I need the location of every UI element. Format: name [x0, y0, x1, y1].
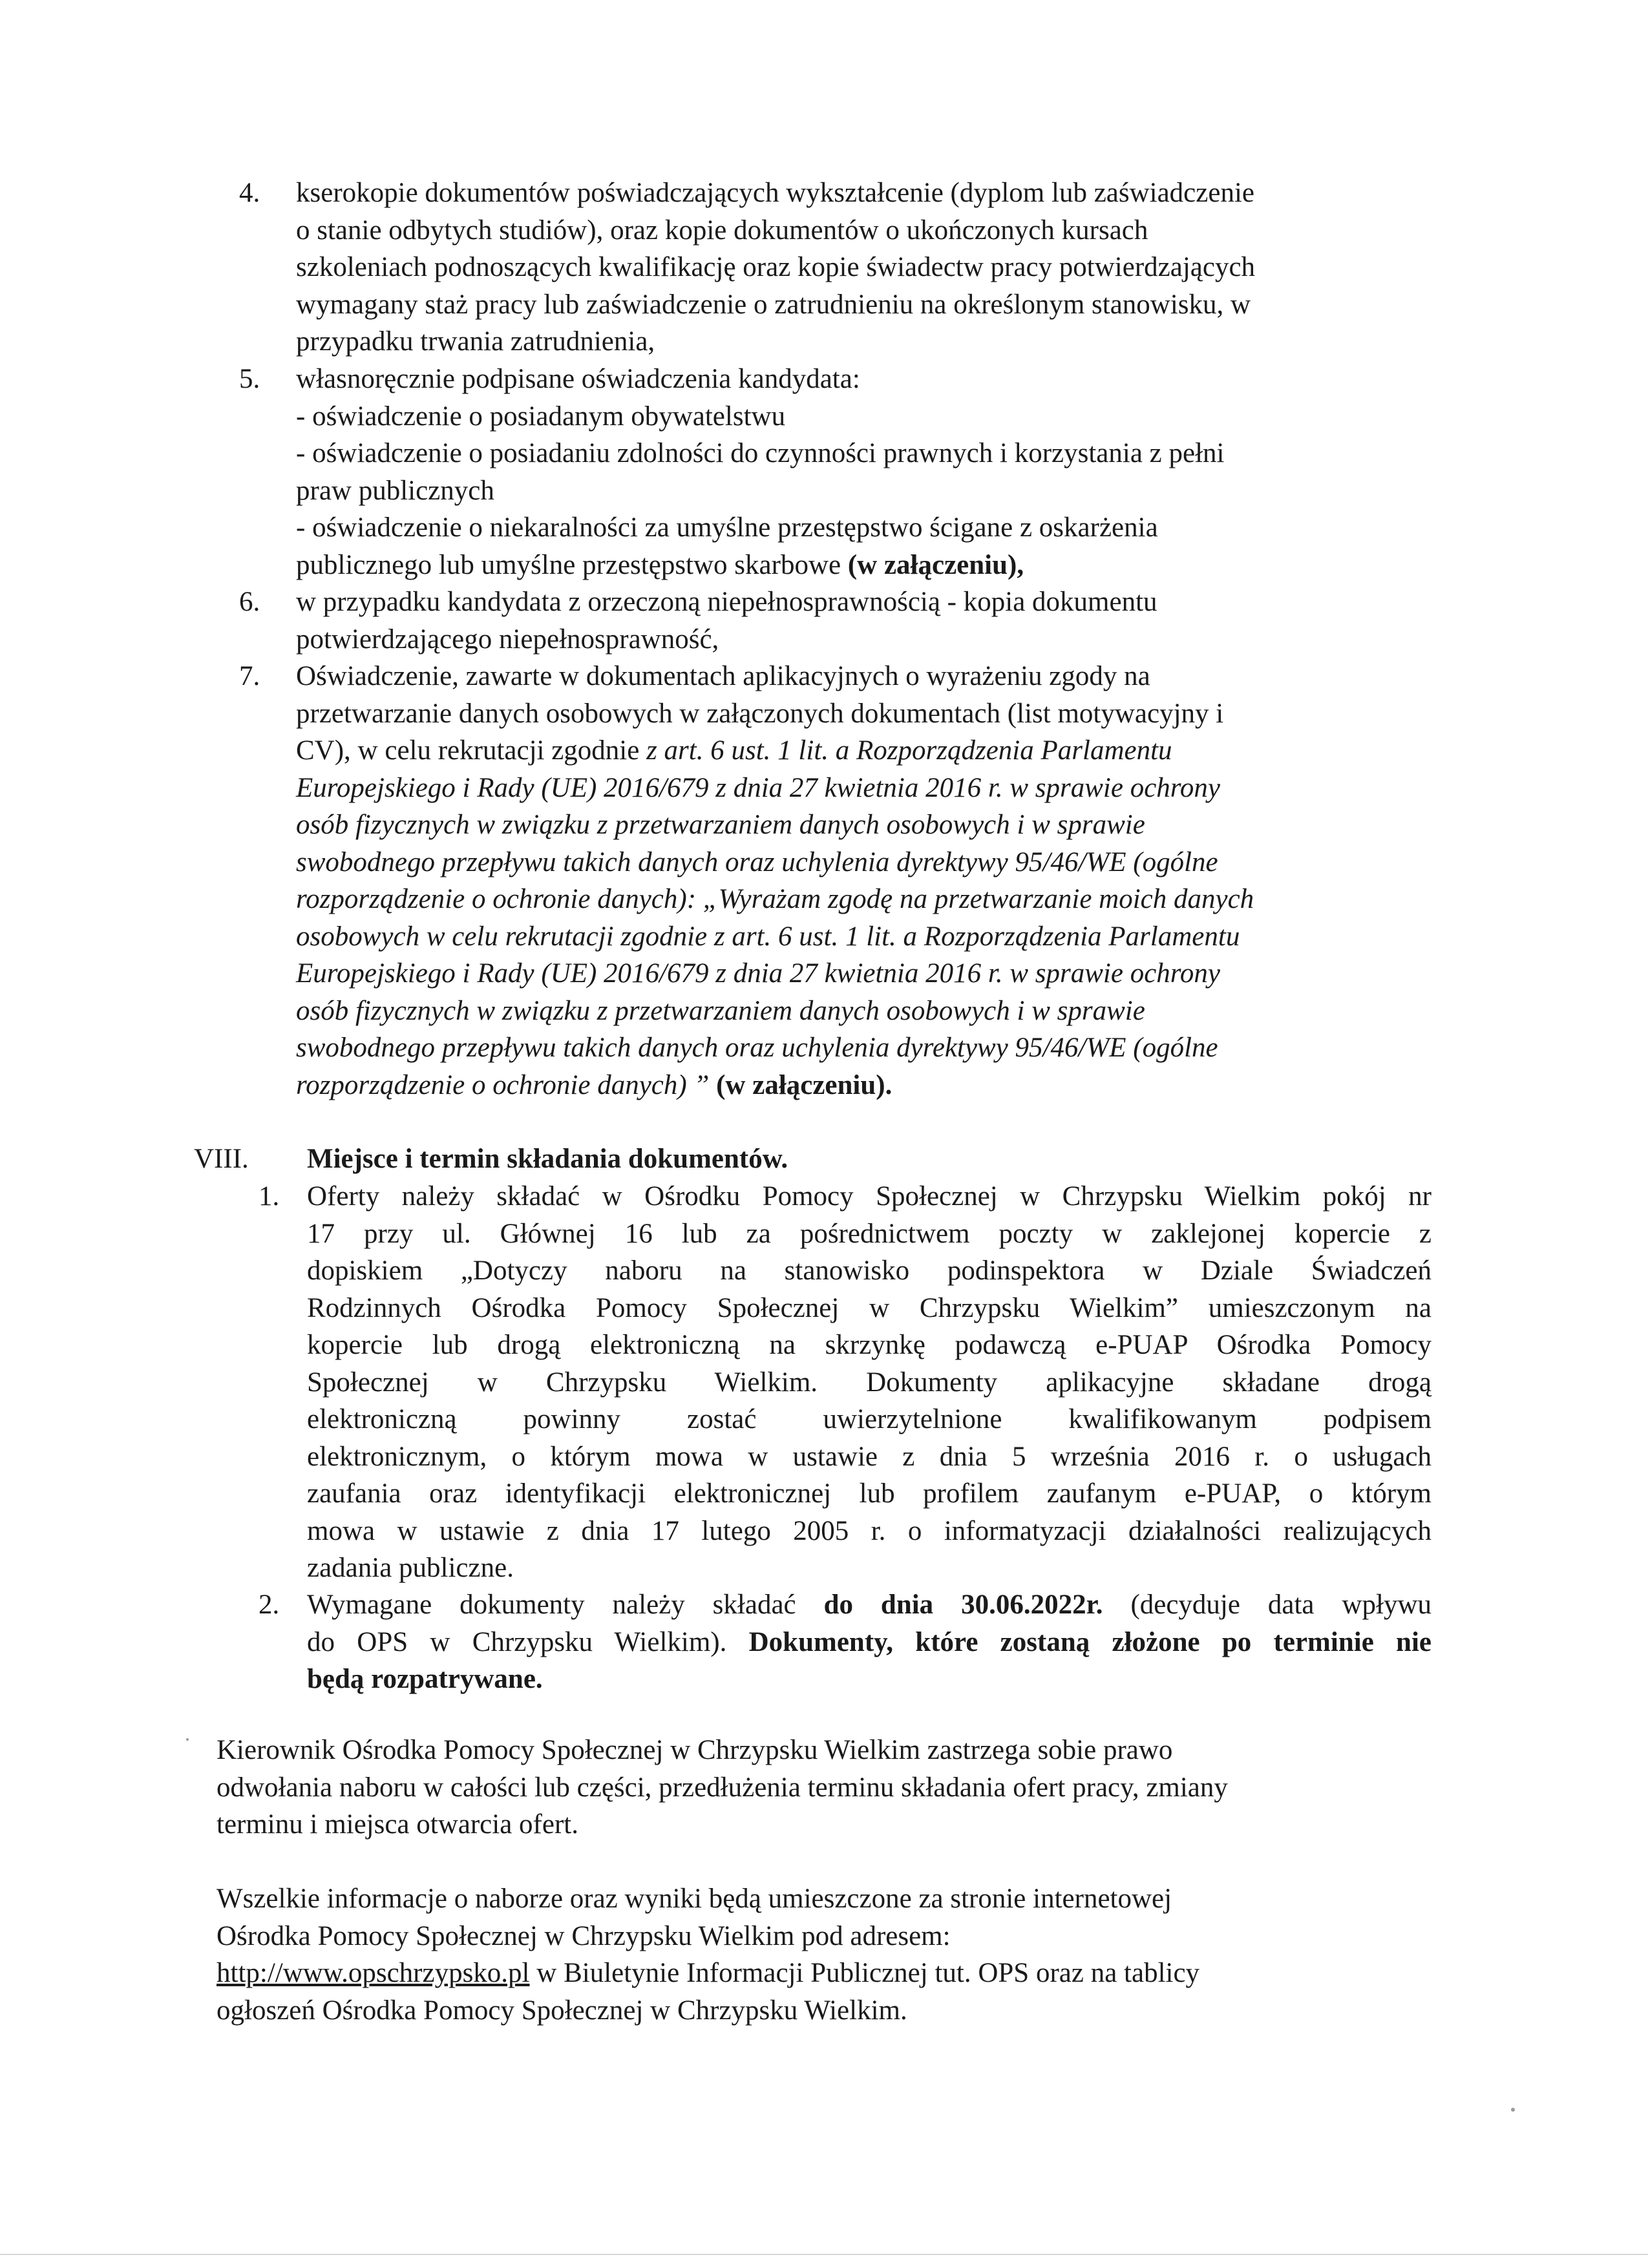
text-line: [296, 1067, 1427, 1104]
text-line: potwierdzającego niepełnosprawność,: [296, 624, 719, 655]
text-line: Ośrodka Pomocy Społecznej w Chrzypsku Wielkim pod adresem:: [217, 1920, 951, 1951]
list-number-7: 7.: [239, 661, 260, 691]
scan-edge-line: [0, 2254, 1648, 2255]
text-span: Wymagane dokumenty należy składać: [307, 1590, 824, 1620]
text-line: wymagany staż pracy lub zaświadczenie o zatrudnieniu na określonym stanowisku, w: [296, 289, 1251, 320]
text-line: szkoleniach podnoszących kwalifikację oraz kopie świadectw pracy potwierdzających: [296, 252, 1256, 282]
legal-citation-line: osób fizycznych w związku z przetwarzaniem danych osobowych i w sprawie: [296, 995, 1145, 1026]
text-span: publicznego lub umyślne przestępstwo skarbowe: [296, 549, 848, 580]
list-item-4: [296, 174, 1427, 361]
text-line: kopercie lub drogą elektroniczną na skrzynkę podawczą e-PUAP Ośrodka Pomocy: [307, 1330, 1431, 1360]
text-line: odwołania naboru w całości lub części, przedłużenia terminu składania ofert pracy, zmiany: [217, 1772, 1228, 1803]
legal-citation-line: swobodnego przepływu takich danych oraz uchylenia dyrektywy 95/46/WE (ogólne: [296, 1033, 1218, 1063]
text-line: Rodzinnych Ośrodka Pomocy Społecznej w Chrzypsku Wielkim” umieszczonym na: [307, 1292, 1431, 1323]
scan-speck: [186, 1738, 189, 1741]
text-line: praw publicznych: [296, 475, 494, 506]
text-line: Społecznej w Chrzypsku Wielkim. Dokumenty aplikacyjne składane drogą: [307, 1367, 1431, 1398]
closing-paragraph-1: [217, 1732, 1444, 1843]
text-line: Kierownik Ośrodka Pomocy Społecznej w Chrzypsku Wielkim zastrzega sobie prawo: [217, 1735, 1173, 1765]
text-line: o stanie odbytych studiów), oraz kopie dokumentów o ukończonych kursach: [296, 215, 1148, 246]
legal-citation: z art. 6 ust. 1 lit. a Rozporządzenia Parlamentu: [646, 735, 1172, 766]
list-item-7: [296, 658, 1427, 1104]
text-line: ogłoszeń Ośrodka Pomocy Społecznej w Chrzypsku Wielkim.: [217, 1995, 907, 2026]
legal-citation-line: swobodnego przepływu takich danych oraz uchylenia dyrektywy 95/46/WE (ogólne: [296, 846, 1218, 877]
deadline-date: do dnia 30.06.2022r.: [823, 1590, 1103, 1620]
attachment-note: (w załączeniu),: [847, 549, 1024, 580]
text-line: dopiskiem „Dotyczy naboru na stanowisko podinspektora w Dziale Świadczeń: [307, 1255, 1431, 1286]
text-line: [217, 1955, 1444, 1992]
text-line: mowa w ustawie z dnia 17 lutego 2005 r. o informatyzacji działalności realizujących: [307, 1515, 1431, 1546]
section-point-1: [307, 1178, 1431, 1587]
late-submission-warning: Dokumenty, które zostaną złożone po terminie nie: [748, 1626, 1431, 1657]
section-point-2: [307, 1586, 1431, 1698]
section-numeral: VIII.: [194, 1144, 249, 1174]
list-item-6: [296, 583, 1427, 658]
text-span: CV), w celu rekrutacji zgodnie: [296, 735, 647, 766]
legal-citation-line: osobowych w celu rekrutacji zgodnie z art. 6 ust. 1 lit. a Rozporządzenia Parlamentu: [296, 921, 1240, 952]
website-link[interactable]: http://www.opschrzypsko.pl: [217, 1958, 530, 1988]
text-line: przetwarzanie danych osobowych w załączonych dokumentach (list motywacyjny i: [296, 698, 1224, 729]
text-line: w przypadku kandydata z orzeczoną niepełnosprawnością - kopia dokumentu: [296, 587, 1157, 617]
legal-citation-line: rozporządzenie o ochronie danych): „Wyrażam zgodę na przetwarzanie moich danych: [296, 884, 1254, 914]
text-line: 17 przy ul. Głównej 16 lub za pośrednictwem poczty w zaklejonej kopercie z: [307, 1218, 1431, 1249]
section-point-number-2: 2.: [259, 1590, 280, 1620]
attachment-note: (w załączeniu).: [716, 1069, 893, 1100]
text-line: [307, 1586, 1431, 1624]
text-line: terminu i miejsca otwarcia ofert.: [217, 1809, 578, 1840]
text-span: do OPS w Chrzypsku Wielkim).: [307, 1626, 749, 1657]
text-span: w Biuletynie Informacji Publicznej tut. OPS oraz na tablicy: [529, 1958, 1200, 1988]
closing-paragraph-2: [217, 1880, 1444, 2029]
legal-citation-line: osób fizycznych w związku z przetwarzaniem danych osobowych i w sprawie: [296, 810, 1145, 840]
text-line: własnoręcznie podpisane oświadczenia kandydata:: [296, 364, 860, 394]
text-line: zaufania oraz identyfikacji elektronicznej lub profilem zaufanym e-PUAP, o którym: [307, 1478, 1431, 1509]
list-item-5: [296, 361, 1427, 583]
section-title: Miejsce i termin składania dokumentów.: [307, 1144, 788, 1174]
scan-speck: [1511, 2108, 1515, 2112]
text-line: Oferty należy składać w Ośrodku Pomocy Społecznej w Chrzypsku Wielkim pokój nr: [307, 1181, 1431, 1212]
legal-citation-line: Europejskiego i Rady (UE) 2016/679 z dnia 27 kwietnia 2016 r. w sprawie ochrony: [296, 958, 1221, 989]
text-line: Wszelkie informacje o naborze oraz wyniki będą umieszczone za stronie internetowej: [217, 1884, 1172, 1914]
list-number-5: 5.: [239, 364, 260, 394]
text-line: elektroniczną powinny zostać uwierzytelnione kwalifikowanym podpisem: [307, 1404, 1431, 1434]
legal-citation-line: Europejskiego i Rady (UE) 2016/679 z dnia 27 kwietnia 2016 r. w sprawie ochrony: [296, 772, 1221, 803]
list-number-6: 6.: [239, 587, 260, 617]
section-point-number-1: 1.: [259, 1181, 280, 1212]
text-line: [296, 732, 1427, 770]
text-line: elektronicznym, o którym mowa w ustawie z dnia 5 września 2016 r. o usługach: [307, 1441, 1431, 1472]
legal-citation: rozporządzenie o ochronie danych) ”: [296, 1069, 717, 1100]
text-line: Oświadczenie, zawarte w dokumentach aplikacyjnych o wyrażeniu zgody na: [296, 661, 1150, 691]
text-line: [296, 547, 1427, 584]
text-line: przypadku trwania zatrudnienia,: [296, 326, 655, 357]
text-span: (decyduje data wpływu: [1103, 1590, 1432, 1620]
text-line: - oświadczenie o posiadaniu zdolności do czynności prawnych i korzystania z pełni: [296, 438, 1225, 468]
text-line: [307, 1624, 1431, 1661]
list-number-4: 4.: [239, 178, 260, 208]
text-line: - oświadczenie o niekaralności za umyślne przestępstwo ścigane z oskarżenia: [296, 512, 1158, 543]
text-line: - oświadczenie o posiadanym obywatelstwu: [296, 401, 786, 432]
text-line: zadania publiczne.: [307, 1553, 514, 1583]
text-line: kserokopie dokumentów poświadczających wykształcenie (dyplom lub zaświadczenie: [296, 178, 1254, 208]
late-submission-warning: będą rozpatrywane.: [307, 1664, 543, 1694]
